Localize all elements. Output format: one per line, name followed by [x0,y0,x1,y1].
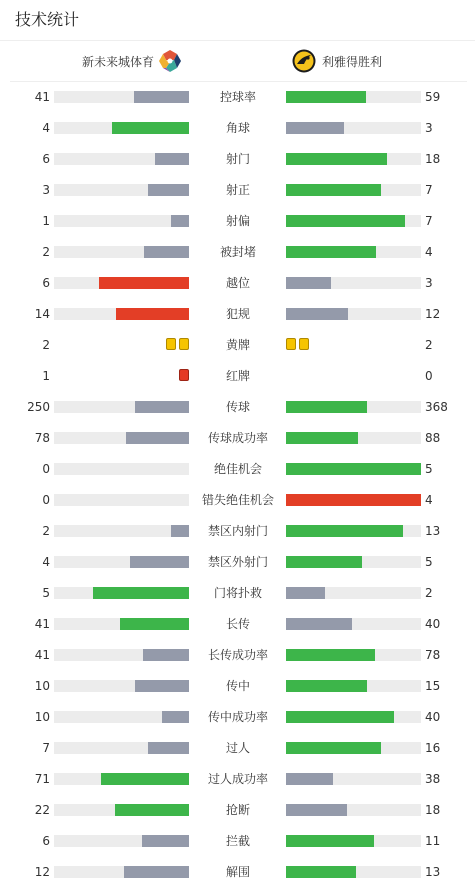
away-bar-fill [286,122,344,134]
stat-row [0,360,475,391]
home-bar-fill [93,587,189,599]
home-value: 3 [42,183,50,197]
away-bar-track [286,401,421,413]
away-bar-track [286,246,421,258]
away-value: 368 [425,400,448,414]
away-bar-track [286,649,421,661]
home-bar-track [54,866,189,878]
yellow-card-icon [299,338,309,350]
away-value: 12 [425,307,441,321]
away-value: 16 [425,741,441,755]
away-bar-fill [286,525,403,537]
home-bar-track [54,246,189,258]
home-value: 2 [42,338,50,352]
home-bar-fill [148,184,189,196]
home-bar-track [54,153,189,165]
stat-row [0,515,475,546]
away-bar-track [286,742,421,754]
home-bar-fill [99,277,189,289]
away-cards [286,338,309,350]
stat-row [0,143,475,174]
home-cards [179,369,189,381]
away-value: 15 [425,679,441,693]
away-value: 3 [425,121,433,135]
home-bar-fill [155,153,189,165]
stat-row [0,856,475,887]
home-value: 5 [42,586,50,600]
stat-row [0,546,475,577]
away-value: 13 [425,524,441,538]
home-value: 4 [42,121,50,135]
home-value: 7 [42,741,50,755]
away-bar-track [286,866,421,878]
stat-row [0,484,475,515]
home-bar-fill [144,246,189,258]
stat-row [0,422,475,453]
home-team[interactable] [82,41,182,81]
home-bar-track [54,463,189,475]
yellow-card-icon [166,338,176,350]
away-value: 0 [425,369,433,383]
away-bar-track [286,618,421,630]
home-value: 6 [42,276,50,290]
page-title: 技术统计 [0,0,475,41]
home-value: 41 [34,648,50,662]
home-bar-fill [101,773,189,785]
stats-list [0,81,475,887]
stat-label: 越位 [225,276,250,290]
home-bar-track [54,680,189,692]
away-bar-fill [286,742,381,754]
home-bar-fill [171,525,189,537]
stat-label: 传球 [225,400,250,414]
away-bar-track [286,835,421,847]
home-value: 41 [34,617,50,631]
away-bar-track [286,587,421,599]
away-bar-track [286,525,421,537]
stat-row [0,112,475,143]
home-bar-fill [135,401,189,413]
home-bar-track [54,494,189,506]
away-bar-track [286,463,421,475]
away-value: 5 [425,462,433,476]
away-bar-fill [286,308,348,320]
away-bar-track [286,804,421,816]
stat-label: 抢断 [225,803,250,817]
away-bar-track [286,91,421,103]
stat-row [0,205,475,236]
home-bar-track [54,773,189,785]
away-bar-fill [286,711,394,723]
home-bar-track [54,91,189,103]
stat-label: 绝佳机会 [213,462,262,476]
away-bar-track [286,494,421,506]
away-value: 18 [425,803,441,817]
home-bar-track [54,432,189,444]
away-bar-fill [286,91,366,103]
stat-label: 被封堵 [219,245,256,259]
home-bar-track [54,742,189,754]
away-bar-fill [286,432,358,444]
home-value: 1 [42,214,50,228]
away-bar-track [286,680,421,692]
stat-label: 长传 [225,617,250,631]
away-bar-track [286,277,421,289]
away-bar-fill [286,277,331,289]
away-bar-fill [286,835,374,847]
away-value: 5 [425,555,433,569]
home-team-logo-icon [158,49,182,73]
red-card-icon [179,369,189,381]
away-bar-track [286,122,421,134]
home-bar-fill [130,556,189,568]
stat-label: 犯规 [225,307,250,321]
home-value: 0 [42,462,50,476]
stat-label: 角球 [225,121,250,135]
stat-label: 红牌 [225,369,250,383]
yellow-card-icon [179,338,189,350]
away-bar-fill [286,184,381,196]
away-value: 88 [425,431,441,445]
away-bar-fill [286,246,376,258]
away-bar-fill [286,587,325,599]
away-value: 11 [425,834,441,848]
away-team[interactable] [292,41,382,81]
stat-row [0,453,475,484]
stat-row [0,329,475,360]
home-bar-fill [124,866,189,878]
away-bar-track [286,432,421,444]
away-bar-track [286,773,421,785]
yellow-card-icon [286,338,296,350]
home-bar-track [54,308,189,320]
home-bar-track [54,649,189,661]
home-bar-track [54,401,189,413]
stat-label: 过人成功率 [207,772,268,786]
home-value: 41 [34,90,50,104]
away-value: 2 [425,338,433,352]
home-bar-track [54,277,189,289]
home-value: 0 [42,493,50,507]
stat-row [0,732,475,763]
away-bar-fill [286,153,387,165]
home-value: 10 [34,710,50,724]
away-value: 4 [425,493,433,507]
home-value: 10 [34,679,50,693]
home-value: 22 [34,803,50,817]
stat-row [0,174,475,205]
home-value: 1 [42,369,50,383]
home-value: 6 [42,152,50,166]
stat-row [0,298,475,329]
away-value: 59 [425,90,441,104]
home-bar-track [54,215,189,227]
away-bar-fill [286,804,347,816]
away-bar-track [286,153,421,165]
home-value: 78 [34,431,50,445]
stat-label: 禁区外射门 [207,555,268,569]
stat-label: 传中成功率 [207,710,268,724]
home-value: 250 [27,400,50,414]
away-value: 13 [425,865,441,879]
home-bar-track [54,711,189,723]
away-value: 38 [425,772,441,786]
away-value: 4 [425,245,433,259]
away-bar-track [286,556,421,568]
away-bar-fill [286,494,421,506]
home-cards [166,338,189,350]
home-bar-track [54,122,189,134]
stat-row [0,639,475,670]
home-bar-fill [143,649,189,661]
away-value: 40 [425,710,441,724]
away-bar-track [286,711,421,723]
home-value: 14 [34,307,50,321]
home-bar-fill [142,835,189,847]
home-value: 71 [34,772,50,786]
stat-label: 错失绝佳机会 [201,493,274,507]
home-bar-fill [126,432,189,444]
stat-row [0,81,475,112]
away-team-logo-icon [292,49,316,73]
away-bar-fill [286,215,405,227]
stat-label: 控球率 [219,90,256,104]
home-bar-track [54,804,189,816]
stat-row [0,794,475,825]
stat-label: 过人 [225,741,250,755]
stat-row [0,670,475,701]
away-bar-fill [286,401,367,413]
home-bar-track [54,556,189,568]
stat-label: 长传成功率 [207,648,268,662]
stat-row [0,608,475,639]
away-bar-fill [286,618,352,630]
away-bar-fill [286,463,421,475]
stat-row [0,577,475,608]
away-bar-track [286,308,421,320]
away-bar-fill [286,649,375,661]
stat-label: 射门 [225,152,250,166]
stat-label: 黄牌 [225,338,250,352]
away-bar-fill [286,773,333,785]
home-team-name: 新未来城体育 [81,54,154,69]
stat-row [0,701,475,732]
home-value: 6 [42,834,50,848]
away-team-name: 利雅得胜利 [322,54,383,69]
stat-label: 传球成功率 [207,431,268,445]
stat-row [0,391,475,422]
home-bar-track [54,835,189,847]
home-value: 4 [42,555,50,569]
home-bar-track [54,525,189,537]
stat-label: 射正 [225,183,250,197]
stat-row [0,267,475,298]
home-value: 12 [34,865,50,879]
home-bar-fill [134,91,189,103]
home-bar-track [54,587,189,599]
away-value: 78 [425,648,441,662]
home-value: 2 [42,524,50,538]
home-bar-fill [115,804,189,816]
stat-row [0,763,475,794]
away-value: 18 [425,152,441,166]
teams-header [10,41,467,82]
away-value: 40 [425,617,441,631]
home-bar-track [54,184,189,196]
home-bar-fill [116,308,189,320]
stat-row [0,236,475,267]
stat-label: 射偏 [225,214,250,228]
home-bar-fill [135,680,189,692]
away-bar-fill [286,556,362,568]
away-bar-track [286,215,421,227]
home-bar-fill [112,122,189,134]
stat-row [0,825,475,856]
away-bar-fill [286,866,356,878]
away-value: 7 [425,183,433,197]
away-value: 3 [425,276,433,290]
home-value: 2 [42,245,50,259]
away-value: 7 [425,214,433,228]
away-bar-track [286,184,421,196]
stat-label: 门将扑救 [213,586,262,600]
stat-label: 禁区内射门 [207,524,268,538]
home-bar-fill [162,711,189,723]
home-bar-fill [148,742,189,754]
home-bar-fill [120,618,189,630]
stat-label: 传中 [225,679,250,693]
away-bar-fill [286,680,367,692]
home-bar-track [54,618,189,630]
stat-label: 解围 [225,865,250,879]
stat-label: 拦截 [225,834,250,848]
away-value: 2 [425,586,433,600]
home-bar-fill [171,215,189,227]
